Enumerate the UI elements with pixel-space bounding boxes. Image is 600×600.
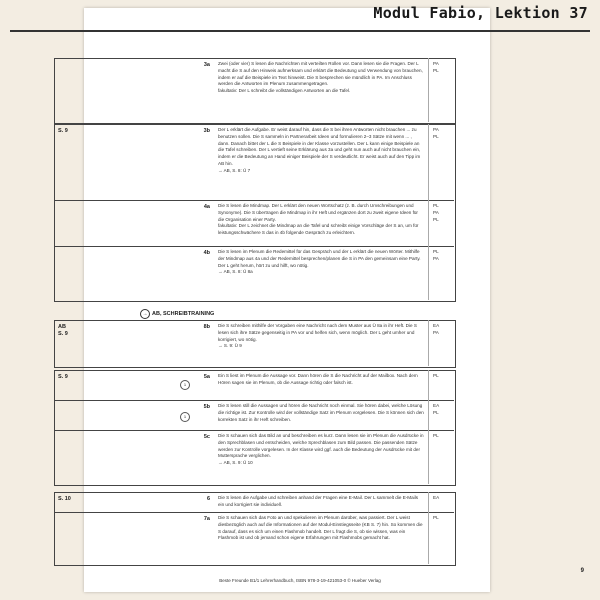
page-reference: S. 9 [58,374,68,380]
row-divider [54,512,454,513]
social-form: PA PL [433,61,439,73]
exercise-number: 5c [203,434,210,440]
exercise-description: Die S lesen die Aufgabe und schreiben anhand der Fragen eine E-Mail. Der L sammelt die E-Mails ein und korrigiert sie individuell. [218,495,419,507]
column-divider [428,124,429,300]
row-divider [54,400,454,401]
footer-citation: Beste Freunde B1/1 Lehrerhandbuch, ISBN 978-3-19-421053-0 © Hueber Verlag [219,578,381,583]
exercise-description: Die S schreiben mithilfe der Vorgaben eine Nachricht nach dem Muster aus Ü 8a in ihr Heft. Die S lesen sich ihre Sätze gegenseitig in PA vor und helfen sich, wenn möglich. Der L geht umher und korrigiert, wo nötig. → S. 9: Ü 9 [218,323,417,349]
section-heading [140,309,214,319]
column-divider [428,58,429,122]
exercise-description: Die S lesen still die Aussagen und hören die Nachricht noch einmal. Sie hören dabei, welche Lösung die richtige ist. Zur Kontrolle wird der vollständige Satz im Plenum vorgelesen. Die S können sich den korrekten Satz in ihr Heft schreiben. [218,403,424,422]
social-form: PL [433,433,439,438]
exercise-number: 5a [203,374,210,380]
exercise-description: Die S schauen sich das Foto an und spekulieren im Plenum darüber, was passiert. Der L weist diesbezüglich auch auf die Informationen auf der Modul-Einstiegsseite (KB S. 7) hin. So kommen die S darauf, dass es sich um einen Flashmob handelt. Der L fragt die S, ob sie wissen, was ein Flashmob ist und ob jemand schon eigene Erfahrungen mit Flashmobs gemacht hat. [218,515,423,541]
table-block-4 [54,370,456,486]
row-divider [54,200,454,201]
page-reference: S. 9 [58,128,68,134]
exercise-description: Zwei (oder vier) S lesen die Nachrichten mit verteilten Rollen vor. Dann lesen sie die Fragen. Der L macht die S auf den Hinweis aufmerksam und erklärt die Bedeutung und Verwendung von brauchen, indem er auf die Beispiele im Text hinweist. Die S besprechen sie mündlich in PA. Im Anschluss werden die Antworten im Plenum zusammengetragen. fakultativ: Der L schreibt die vollständigen Antworten an die Tafel. [218,61,423,94]
social-form: PL [433,373,439,378]
exercise-number: 3b [203,128,210,134]
exercise-number: 6 [206,496,210,502]
exercise-description: Die S lesen die Mindmap. Der L erklärt den neuen Wortschatz (z. B. durch Umschreibungen und Synonyme). Die S übertragen die Mindmap in ihr Heft und ergänzen dort zu zweit eigene Ideen für die Organisation einer Party. fakultativ: Der L zeichnet die Mindmap an die Tafel und schreibt einige Vorschläge der S an, um für leistungsschwächere S das in 4b folgende Gespräch zu erleichtern. [218,203,419,236]
social-form: EA [433,495,440,500]
exercise-number: 3a [203,62,210,68]
social-form: PL PA PL [433,203,439,222]
social-form: PL [433,515,439,520]
exercise-number: 8b [203,324,210,330]
audio-cd-icon: 1 [180,412,190,422]
exercise-description: Ein S liest im Plenum die Aussage vor. Dann hören die S die Nachricht auf der Mailbox. Nach dem Hören sagen sie im Plenum, ob die Aussage richtig oder falsch ist. [218,373,418,385]
column-divider [428,492,429,564]
arrow-circle-icon: → [140,309,150,319]
column-divider [428,320,429,366]
audio-cd-icon: 1 [180,380,190,390]
page-number: 9 [580,568,584,574]
exercise-number: 4b [203,250,210,256]
exercise-number: 7a [203,516,210,522]
social-form: EA PA [433,323,440,335]
exercise-description: Die S schauen sich das Bild an und beschreiben es kurz. Dann lesen sie im Plenum die Ausdrücke in den Sprechblasen und entscheiden, welche Sprechblasen zum Bild passen. Die passenden Sätze werden zur Kontrolle vorgelesen. In der Klasse wird ggf. auch die Bedeutung der Ausdrücke mit der Muttersprache verglichen. → AB, S. 9: Ü 10 [218,433,424,466]
exercise-description: Der L erklärt die Aufgabe. Er weist darauf hin, dass die S bei ihren Antworten nicht brauchen ... zu benutzen sollen. Die S sammeln in Partnerarbeit Ideen und formulieren 2–3 Sätze mit wenn ... , dann. Danach bittet der L die S Beispiele in der Klasse vorzustellen. Der L kann einige Beispiele an die Tafel schreiben. Der L vertieft seine Erklärung aus 3a und geht nun auch auf nicht brauchen ein, indem er die Bedeutung an Hand einiger Beispiele der S verdeutlicht. Er weist auch auf den Tipp im AB hin. → AB, S. 8: Ü 7 [218,127,421,173]
row-divider [54,246,454,247]
exercise-description: Die S lesen im Plenum die Redemittel für das Gespräch und der L erklärt die neuen Wörter. Mithilfe der Mindmap aus 4a und der Redemittel besprechen/planen die S in PA den gemeinsam eine Party. Der L geht herum, hört zu und hilft, wo nötig. → AB, S. 8: Ü 8a [218,249,421,275]
social-form: EA PL [433,403,440,415]
section-label: AB, SCHREIBTRAINING [152,311,215,317]
page-reference: S. 10 [58,496,71,502]
exercise-number: 4a [203,204,210,210]
social-form: PA PL [433,127,439,139]
title-rule [10,30,590,32]
page-title: Modul Fabio, Lektion 37 [373,4,588,22]
exercise-number: 5b [203,404,210,410]
page-reference: AB S. 9 [58,324,68,337]
row-divider [54,430,454,431]
column-divider [428,370,429,484]
social-form: PL PA [433,249,439,261]
